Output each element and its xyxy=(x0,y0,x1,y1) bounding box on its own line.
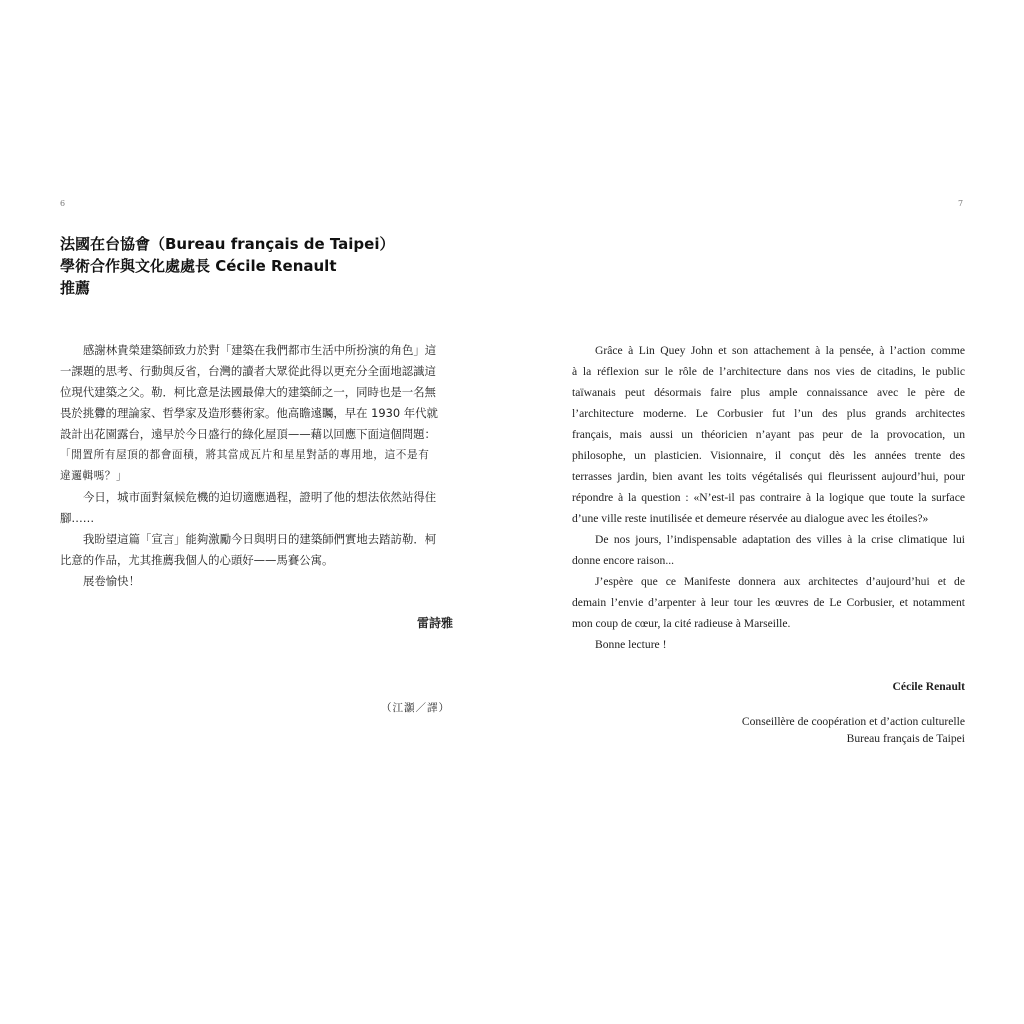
heading-line-recommendation: 推薦 xyxy=(60,279,91,297)
french-text-line: mon coup de cœur, la cité radieuse à Marseille. xyxy=(572,617,791,630)
chinese-text-block xyxy=(60,340,453,592)
chinese-quote-line: 「閒置所有屋頂的都會面積，將其當成瓦片和星星對話的專用地，這不是有 xyxy=(60,449,430,461)
chinese-text-line: 設計出花園露台，遠早於今日盛行的綠化屋頂——藉以回應下面這個問題： xyxy=(60,427,436,441)
chinese-text-line: 今日，城市面對氣候危機的迫切適應過程，證明了他的想法依然站得住 xyxy=(83,490,437,504)
chinese-text-line: 畏於挑釁的理論家、哲學家及造形藝術家。他高瞻遠矚，早在 1930 年代就 xyxy=(60,406,438,420)
chinese-text-line: 展卷愉快！ xyxy=(83,574,140,588)
chinese-text-line: 腳…… xyxy=(60,511,95,525)
chinese-text-line: 我盼望這篇「宣言」能夠激勵今日與明日的建築師們實地去踏訪勒．柯 xyxy=(83,532,437,546)
heading-line-title: 學術合作與文化處處長 Cécile Renault xyxy=(60,257,337,275)
chinese-text-line: 一課題的思考、行動與反省，台灣的讀者大眾從此得以更充分全面地認識這 xyxy=(60,364,436,378)
author-role xyxy=(665,713,965,747)
french-signature: Cécile Renault xyxy=(892,680,965,693)
chinese-text-line: 位現代建築之父。勒．柯比意是法國最偉大的建築師之一，同時也是一名無 xyxy=(60,385,436,399)
french-text-line: De nos jours, l’indispensable adaptation des villes à la crise climatique lui xyxy=(595,533,965,546)
page-number-left: 6 xyxy=(60,199,66,208)
french-text-line: répondre à la question : «N’est-il pas contraire à la logique que toute la surface xyxy=(572,491,965,504)
chinese-quote-line: 違邏輯嗎？」 xyxy=(60,470,128,482)
french-text-line: d’une ville reste inutilisée et demeure réservée au dialogue avec les étoiles?» xyxy=(572,512,929,525)
translator-credit: （江灝／譯） xyxy=(381,702,450,714)
page-number-right: 7 xyxy=(958,199,964,208)
french-text-line: taïwanais peut désormais faire plus ample connaissance avec le père de xyxy=(572,386,965,399)
chinese-signature: 雷詩雅 xyxy=(416,616,453,630)
french-text-line: donne encore raison... xyxy=(572,554,675,567)
french-text-line: J’espère que ce Manifeste donnera aux architectes d’aujourd’hui et de xyxy=(595,575,965,588)
french-text-line: Bonne lecture ! xyxy=(595,638,667,651)
chinese-text-line: 比意的作品，尤其推薦我個人的心頭好——馬賽公寓。 xyxy=(60,553,334,567)
heading-line-organization: 法國在台協會（Bureau français de Taipei） xyxy=(60,235,395,253)
author-organization-line: Bureau français de Taipei xyxy=(846,732,965,745)
french-text-line: philosophe, un plasticien. Visionnaire, il conçut dès les années trente des xyxy=(572,449,965,462)
french-text-line: à la réflexion sur le rôle de l’architecture dans nos vies de citadins, le public xyxy=(572,365,965,378)
french-text-line: demain l’envie d’arpenter à leur tour les œuvres de Le Corbusier, et notamment xyxy=(572,596,965,609)
page-heading xyxy=(60,233,480,299)
author-role-line: Conseillère de coopération et d’action culturelle xyxy=(741,715,965,728)
french-text-line: l’architecture moderne. Le Corbusier fut l’un des plus grands architectes xyxy=(572,407,965,420)
french-text-line: Grâce à Lin Quey John et son attachement à la pensée, à l’action comme xyxy=(595,344,965,357)
french-text-block xyxy=(572,340,965,655)
chinese-text-line: 感謝林貴榮建築師致力於對「建築在我們都市生活中所扮演的角色」這 xyxy=(83,343,437,357)
french-text-line: français, mais aussi un théoricien n’ayant pas peur de la provocation, un xyxy=(572,428,965,441)
french-text-line: terrasses jardin, bien avant les toits végétalisés qui fleurissent aujourd’hui, pour xyxy=(572,470,965,483)
